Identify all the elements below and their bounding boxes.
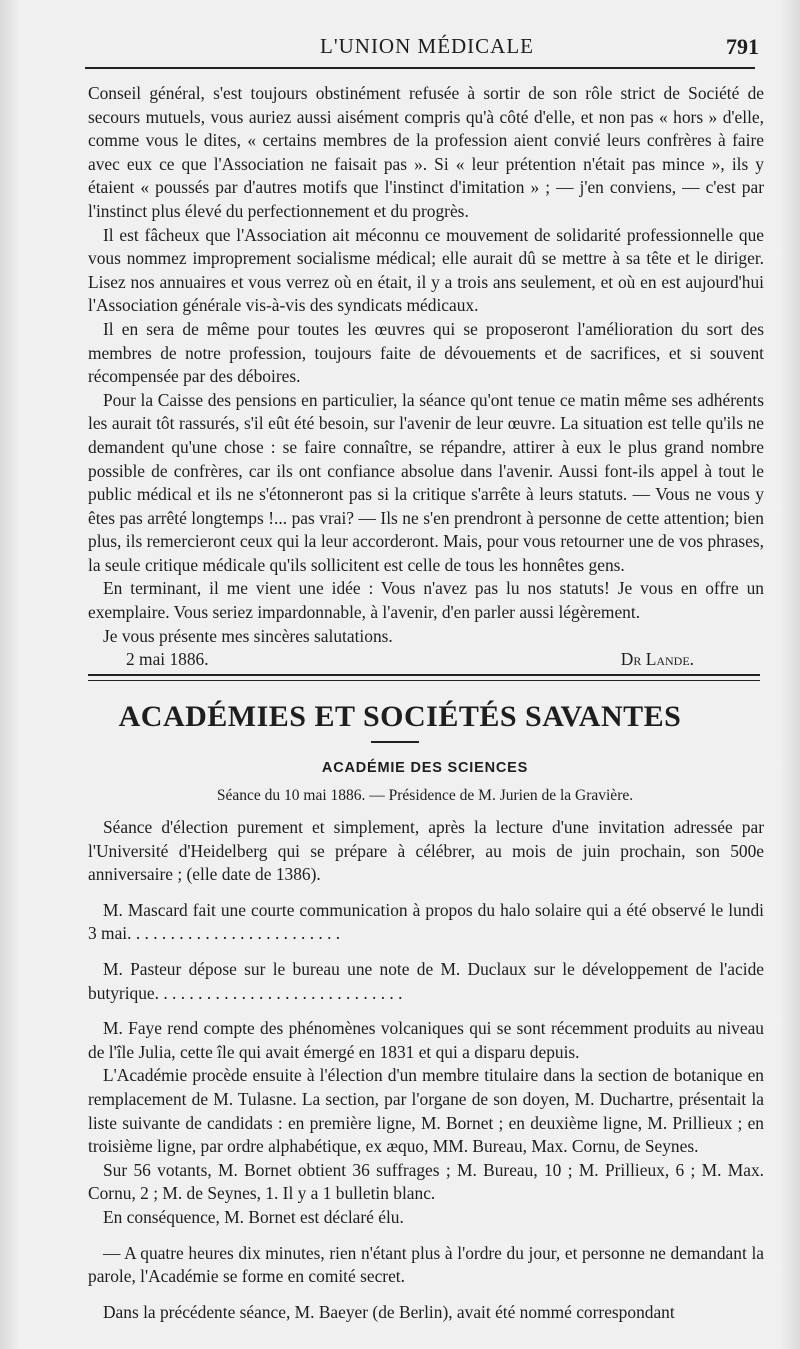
proceedings-paragraph: M. Pasteur dépose sur le bureau une note de M. Duclaux sur le développement de l'acide butyrique. . . . . . . . . . . . . . . . . . . . . . . . . . . . . [88,958,764,1003]
section-title: ACADÉMIES ET SOCIÉTÉS SAVANTES [118,700,682,733]
letter-signature-line [88,648,764,672]
proceedings-paragraph: En conséquence, M. Bornet est déclaré élu. [103,1206,404,1227]
page-number: 791 [726,34,759,59]
proceedings-paragraph: M. Mascard fait une courte communication à propos du halo solaire qui a été observé le lundi 3 mai. . . . . . . . . . . . . . . . . . . . . . . . . [88,899,764,944]
section-title-rule [371,741,419,743]
proceedings-body [88,816,764,1324]
session-line: Séance du 10 mai 1886. — Présidence de M. Jurien de la Gravière. [216,787,634,804]
letter-paragraph: Il en sera de même pour toutes les œuvres qui se proposeront l'amélioration du sort des membres de notre profession, toujours faite de dévouements et de sacrifices, et si souvent récompensée par des déboires. [88,318,764,387]
letter-paragraph: Il est fâcheux que l'Association ait méconnu ce mouvement de solidarité professionnelle que vous nommez improprement socialisme médical; elle aurait dû se mettre à sa tête et le diriger. Lisez nos annuaires et vous verrez où en était, il y a trois ans seulement, et où en est aujourd'hui l'Association générale vis-à-vis des syndicats médicaux. [88,224,764,316]
letter-paragraph: Conseil général, s'est toujours obstinément refusée à sortir de son rôle strict de Société de secours mutuels, vous auriez aussi aisément compris qu'à côté d'elle, et non pas « hors » d'elle, comme vous le dites, « certains membres de la profession aient convié leurs confrères à faire avec eux ce que l'Association ne faisait pas ». Si « leur prétention n'était pas mince », ils y étaient « poussés par d'autres motifs que l'instinct d'imitation » ; — j'en conviens, — c'est par l'instinct plus élevé du perfectionnement et du progrès. [88,83,764,221]
letter-paragraph: Pour la Caisse des pensions en particulier, la séance qu'ont tenue ce matin même ses adhérents les aurait tôt rassurés, s'il eût été besoin, sur l'avenir de leur œuvre. La situation est telle qu'ils ne demandent qu'une chose : se faire connaître, se répandre, attirer à eux le plus grand nombre possible de confrères, car ils ont confiance absolue dans l'avenir. Aussi font-ils appel à tout le public médical et ils ne s'étonneront pas si la critique s'arrête à leurs statuts. — Vous ne vous y êtes pas arrêté longtemps !... pas vrai? — Ils ne s'en prendront à personne de cette attention; bien plus, ils remercieront ceux qui la leur accorderont. Mais, pour vous retourner une de vos phrases, la seule critique médicale qu'ils sollicitent est celle de tous les honnêtes gens. [88,389,764,575]
letter-date: 2 mai 1886. [126,649,209,670]
subsection-title: ACADÉMIE DES SCIENCES [321,760,529,776]
section-divider [88,674,760,681]
proceedings-paragraph: Sur 56 votants, M. Bornet obtient 36 suffrages ; M. Bureau, 10 ; M. Prillieux, 6 ; M. Max. Cornu, 2 ; M. de Seynes, 1. Il y a 1 bulletin blanc. [88,1159,764,1204]
letter-signature: Dr Lande. [620,649,694,670]
page-header [0,34,800,64]
running-title: L'UNION MÉDICALE [320,34,535,58]
proceedings-paragraph: L'Académie procède ensuite à l'élection d'un membre titulaire dans la section de botanique en remplacement de M. Tulasne. La section, par l'organe de son doyen, M. Duchartre, présentait la liste suivante de candidats : en première ligne, M. Bornet ; en deuxième ligne, M. Prillieux ; en troisième ligne, par ordre alphabétique, ex æquo, MM. Bureau, Max. Cornu, de Seynes. [88,1065,764,1157]
proceedings-paragraph: Dans la précédente séance, M. Baeyer (de Berlin), avait été nommé correspondant [103,1301,675,1322]
letter-paragraph: Je vous présente mes sincères salutations. [103,625,393,646]
letter-paragraph: En terminant, il me vient une idée : Vous n'avez pas lu nos statuts! Je vous en offre un exemplaire. Vous seriez impardonnable, à l'avenir, d'en parler aussi légèrement. [88,578,764,623]
letter-body [88,82,764,672]
proceedings-paragraph: — A quatre heures dix minutes, rien n'étant plus à l'ordre du jour, et personne ne demandant la parole, l'Académie se forme en comité secret. [88,1242,764,1287]
header-rule [85,67,755,69]
proceedings-paragraph: M. Faye rend compte des phénomènes volcaniques qui se sont récemment produits au niveau de l'île Julia, cette île qui avait émergé en 1831 et qui a disparu depuis. [88,1018,764,1062]
proceedings-paragraph: Séance d'élection purement et simplement, après la lecture d'une invitation adressée par l'Université d'Heidelberg qui se prépare à célébrer, au mois de juin prochain, son 500e anniversaire ; (elle date de 1386). [88,817,764,885]
